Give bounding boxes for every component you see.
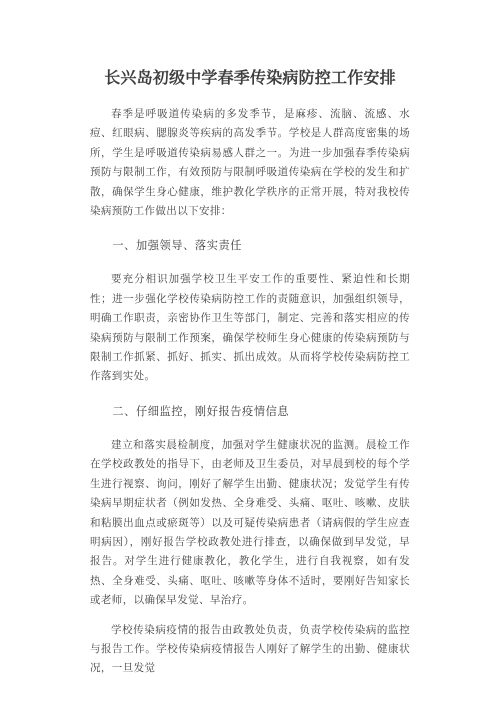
section-paragraph: 建立和落实晨检制度，加强对学生健康状况的监测。晨检工作在学校政教处的指导下，由老师及卫生委员，对早晨到校的每个学生进行视察、询问，刚好了解学生出勤、健康状况；发觉学生有传染病早期症状者（例如发热、全身难受、头痛、呕吐、咳嗽、皮肤和粘膜出血点或瘀斑等）以及可疑传染病患者（请病假的学生应查明病因），刚好报告学校政教处进行排查，以确保做到早发觉，早报告。对学生进行健康教化，教化学生，进行自我视察，如有发热、全身难受、头痛、呕吐、咳嗽等身体不适时，要刚好告知家长或老师，以确保早发觉、早治疗。 [90,438,410,607]
section-heading: 一、加强领导、落实责任 [112,239,243,253]
paragraph-gap [90,611,410,621]
intro-paragraph: 春季是呼吸道传染病的多发季节，是麻疹、流脑、流感、水痘、红眼病、腮腺炎等疾病的高发季节。学校是人群高度密集的场所，学生是呼吸道传染病易感人群之一。为进一步加强春季传染病预防与限制工作，有效预防与限制呼吸道传染病在学校的发生和扩散，确保学生身心健康，维护教化学秩序的正常开展，特对我校传染病预防工作做出以下安排： [90,108,410,218]
section-heading: 二、仔细监控，刚好报告疫情信息 [112,404,290,418]
section-paragraph: 学校传染病疫情的报告由政教处负责，负责学校传染病的监控与报告工作。学校传染病疫情报告人刚好了解学生的出勤、健康状况，一旦发觉 [90,623,410,675]
section-paragraph: 要充分相识加强学校卫生平安工作的重要性、紧迫性和长期性；进一步强化学校传染病防控工作的责随意识，加强组织领导，明确工作职责，亲密协作卫生等部门，制定、完善和落实相应的传染病预防与限制工作预案，确保学校师生身心健康的传染病预防与限制工作抓紧、抓好、抓实、抓出成效。从而将学校传染病防控工作落到实处。 [90,273,410,383]
section-leadership [90,236,410,386]
section-monitoring [90,402,410,679]
document-title: 长兴岛初级中学春季传染病防控工作安排 [104,68,396,87]
